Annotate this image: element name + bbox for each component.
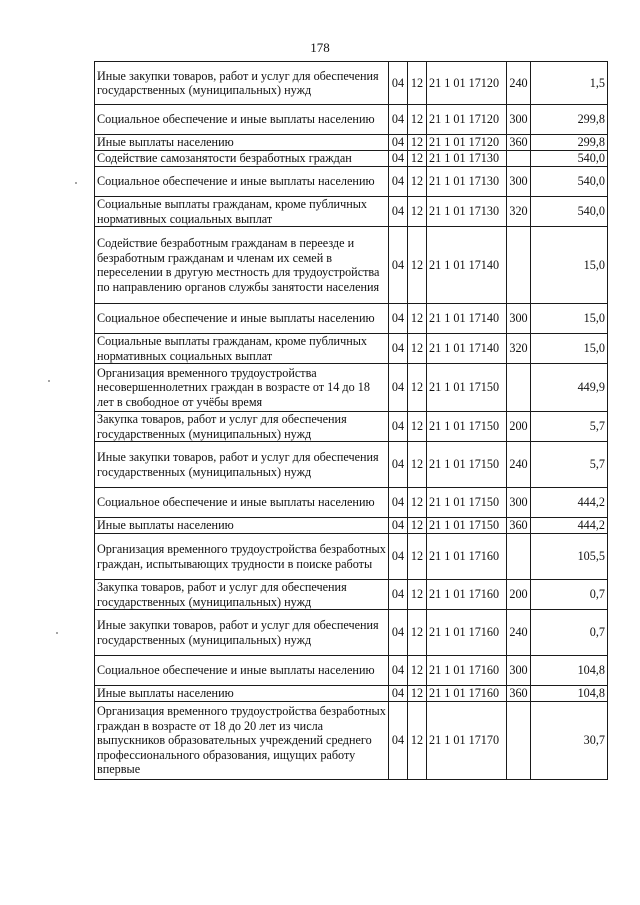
row-amount: 5,7 — [531, 412, 608, 442]
row-amount: 5,7 — [531, 442, 608, 488]
row-amount: 105,5 — [531, 534, 608, 580]
row-target-article-code: 21 1 01 17160 — [427, 686, 507, 702]
table-row — [95, 488, 608, 518]
table-row — [95, 580, 608, 610]
row-amount: 540,0 — [531, 151, 608, 167]
row-section-code: 04 — [389, 334, 408, 364]
row-subsection-code: 12 — [408, 580, 427, 610]
row-description: Иные выплаты населению — [95, 686, 389, 702]
row-subsection-code: 12 — [408, 62, 427, 105]
row-subsection-code: 12 — [408, 518, 427, 534]
row-expense-type-code: 200 — [507, 580, 531, 610]
row-section-code: 04 — [389, 135, 408, 151]
row-subsection-code: 12 — [408, 197, 427, 227]
row-description: Иные закупки товаров, работ и услуг для обеспечения государственных (муниципальных) нужд — [95, 442, 389, 488]
row-subsection-code: 12 — [408, 105, 427, 135]
row-expense-type-code: 300 — [507, 656, 531, 686]
row-description: Социальное обеспечение и иные выплаты населению — [95, 105, 389, 135]
row-target-article-code: 21 1 01 17160 — [427, 534, 507, 580]
table-row — [95, 227, 608, 304]
row-target-article-code: 21 1 01 17120 — [427, 62, 507, 105]
row-subsection-code: 12 — [408, 442, 427, 488]
row-description: Содействие безработным гражданам в переезде и безработным гражданам и членам их семей в переселении в другую местность для трудоустройства по направлению органов службы занятости населения — [95, 227, 389, 304]
row-target-article-code: 21 1 01 17130 — [427, 197, 507, 227]
row-target-article-code: 21 1 01 17140 — [427, 334, 507, 364]
row-section-code: 04 — [389, 304, 408, 334]
row-amount: 444,2 — [531, 488, 608, 518]
row-section-code: 04 — [389, 610, 408, 656]
table-row — [95, 151, 608, 167]
row-expense-type-code: 320 — [507, 197, 531, 227]
row-description: Закупка товаров, работ и услуг для обеспечения государственных (муниципальных) нужд — [95, 412, 389, 442]
row-description: Организация временного трудоустройства безработных граждан в возрасте от 18 до 20 лет из числа выпускников образовательных учреждений среднего профессионального образования, ищущих работу впервые — [95, 702, 389, 780]
row-section-code: 04 — [389, 151, 408, 167]
table-row — [95, 518, 608, 534]
row-section-code: 04 — [389, 62, 408, 105]
row-description: Иные закупки товаров, работ и услуг для обеспечения государственных (муниципальных) нужд — [95, 62, 389, 105]
row-target-article-code: 21 1 01 17160 — [427, 610, 507, 656]
row-expense-type-code: 240 — [507, 442, 531, 488]
row-expense-type-code: 320 — [507, 334, 531, 364]
row-subsection-code: 12 — [408, 686, 427, 702]
row-amount: 540,0 — [531, 167, 608, 197]
row-subsection-code: 12 — [408, 151, 427, 167]
row-expense-type-code: 240 — [507, 610, 531, 656]
row-expense-type-code: 300 — [507, 105, 531, 135]
table-row — [95, 62, 608, 105]
scan-speck — [75, 182, 77, 184]
budget-table — [94, 61, 608, 780]
row-expense-type-code: 360 — [507, 686, 531, 702]
row-amount: 299,8 — [531, 105, 608, 135]
row-section-code: 04 — [389, 227, 408, 304]
row-expense-type-code: 300 — [507, 304, 531, 334]
row-expense-type-code — [507, 151, 531, 167]
table-row — [95, 702, 608, 780]
row-amount: 449,9 — [531, 364, 608, 412]
row-target-article-code: 21 1 01 17150 — [427, 364, 507, 412]
row-expense-type-code: 360 — [507, 518, 531, 534]
row-description: Содействие самозанятости безработных граждан — [95, 151, 389, 167]
row-target-article-code: 21 1 01 17160 — [427, 580, 507, 610]
row-section-code: 04 — [389, 167, 408, 197]
row-expense-type-code: 300 — [507, 488, 531, 518]
table-row — [95, 167, 608, 197]
table-row — [95, 534, 608, 580]
table-row — [95, 197, 608, 227]
row-amount: 0,7 — [531, 610, 608, 656]
row-description: Закупка товаров, работ и услуг для обеспечения государственных (муниципальных) нужд — [95, 580, 389, 610]
row-target-article-code: 21 1 01 17120 — [427, 135, 507, 151]
row-description: Иные выплаты населению — [95, 518, 389, 534]
row-subsection-code: 12 — [408, 304, 427, 334]
table-row — [95, 304, 608, 334]
row-subsection-code: 12 — [408, 610, 427, 656]
row-amount: 0,7 — [531, 580, 608, 610]
row-target-article-code: 21 1 01 17150 — [427, 488, 507, 518]
row-expense-type-code — [507, 534, 531, 580]
row-subsection-code: 12 — [408, 135, 427, 151]
row-target-article-code: 21 1 01 17150 — [427, 412, 507, 442]
table-row — [95, 686, 608, 702]
row-target-article-code: 21 1 01 17160 — [427, 656, 507, 686]
row-section-code: 04 — [389, 197, 408, 227]
table-row — [95, 105, 608, 135]
row-section-code: 04 — [389, 105, 408, 135]
row-amount: 1,5 — [531, 62, 608, 105]
row-section-code: 04 — [389, 580, 408, 610]
table-row — [95, 656, 608, 686]
row-amount: 540,0 — [531, 197, 608, 227]
row-expense-type-code — [507, 364, 531, 412]
page-number: 178 — [310, 40, 330, 55]
row-amount: 104,8 — [531, 656, 608, 686]
row-section-code: 04 — [389, 686, 408, 702]
row-description: Социальные выплаты гражданам, кроме публичных нормативных социальных выплат — [95, 334, 389, 364]
row-target-article-code: 21 1 01 17140 — [427, 227, 507, 304]
row-section-code: 04 — [389, 656, 408, 686]
table-row — [95, 135, 608, 151]
row-expense-type-code: 360 — [507, 135, 531, 151]
row-subsection-code: 12 — [408, 412, 427, 442]
budget-table-body — [95, 62, 608, 780]
row-subsection-code: 12 — [408, 534, 427, 580]
row-subsection-code: 12 — [408, 488, 427, 518]
row-section-code: 04 — [389, 534, 408, 580]
row-section-code: 04 — [389, 412, 408, 442]
row-expense-type-code — [507, 227, 531, 304]
row-target-article-code: 21 1 01 17130 — [427, 167, 507, 197]
row-amount: 444,2 — [531, 518, 608, 534]
table-row — [95, 610, 608, 656]
table-row — [95, 334, 608, 364]
row-section-code: 04 — [389, 518, 408, 534]
row-amount: 15,0 — [531, 304, 608, 334]
row-subsection-code: 12 — [408, 167, 427, 197]
row-amount: 299,8 — [531, 135, 608, 151]
row-section-code: 04 — [389, 364, 408, 412]
row-section-code: 04 — [389, 442, 408, 488]
row-target-article-code: 21 1 01 17170 — [427, 702, 507, 780]
row-target-article-code: 21 1 01 17140 — [427, 304, 507, 334]
row-subsection-code: 12 — [408, 702, 427, 780]
row-expense-type-code: 240 — [507, 62, 531, 105]
scan-speck — [56, 632, 58, 634]
row-description: Социальное обеспечение и иные выплаты населению — [95, 488, 389, 518]
row-subsection-code: 12 — [408, 227, 427, 304]
row-expense-type-code: 300 — [507, 167, 531, 197]
row-description: Социальные выплаты гражданам, кроме публичных нормативных социальных выплат — [95, 197, 389, 227]
row-section-code: 04 — [389, 702, 408, 780]
row-description: Организация временного трудоустройства безработных граждан, испытывающих трудности в поиске работы — [95, 534, 389, 580]
row-section-code: 04 — [389, 488, 408, 518]
row-description: Социальное обеспечение и иные выплаты населению — [95, 167, 389, 197]
row-target-article-code: 21 1 01 17150 — [427, 518, 507, 534]
row-amount: 104,8 — [531, 686, 608, 702]
row-description: Иные выплаты населению — [95, 135, 389, 151]
table-row — [95, 412, 608, 442]
row-expense-type-code: 200 — [507, 412, 531, 442]
row-subsection-code: 12 — [408, 364, 427, 412]
row-description: Организация временного трудоустройства несовершеннолетних граждан в возрасте от 14 до 18 лет в свободное от учёбы время — [95, 364, 389, 412]
row-subsection-code: 12 — [408, 656, 427, 686]
row-amount: 15,0 — [531, 227, 608, 304]
row-target-article-code: 21 1 01 17120 — [427, 105, 507, 135]
row-subsection-code: 12 — [408, 334, 427, 364]
row-description: Социальное обеспечение и иные выплаты населению — [95, 304, 389, 334]
row-target-article-code: 21 1 01 17150 — [427, 442, 507, 488]
row-expense-type-code — [507, 702, 531, 780]
row-description: Социальное обеспечение и иные выплаты населению — [95, 656, 389, 686]
row-amount: 15,0 — [531, 334, 608, 364]
table-row — [95, 364, 608, 412]
row-target-article-code: 21 1 01 17130 — [427, 151, 507, 167]
row-amount: 30,7 — [531, 702, 608, 780]
row-description: Иные закупки товаров, работ и услуг для обеспечения государственных (муниципальных) нужд — [95, 610, 389, 656]
table-row — [95, 442, 608, 488]
scan-speck — [48, 380, 50, 382]
